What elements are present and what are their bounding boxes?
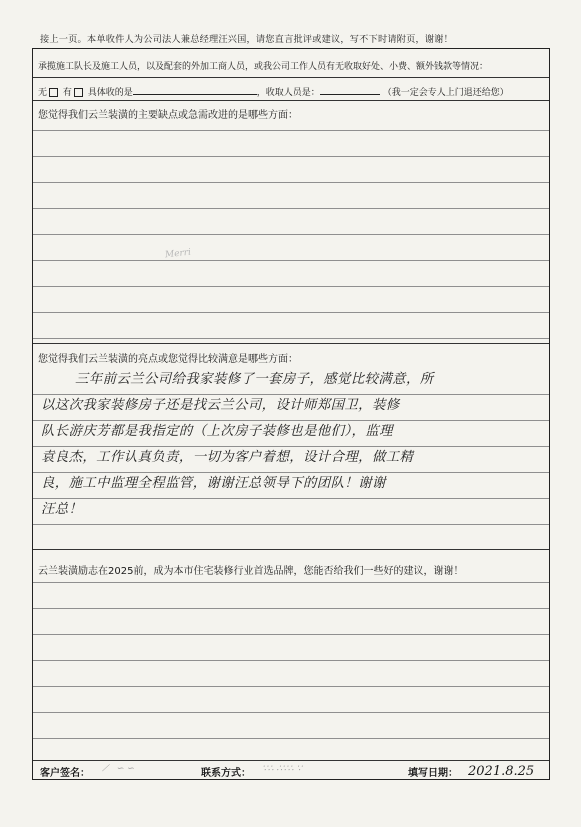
ruled-line xyxy=(33,582,549,583)
divider xyxy=(33,549,549,550)
highlights-answer xyxy=(41,367,547,523)
ruled-line xyxy=(33,156,549,157)
ruled-line xyxy=(33,660,549,661)
ruled-line xyxy=(33,712,549,713)
ruled-line xyxy=(33,182,549,183)
ruled-line xyxy=(33,208,549,209)
ruled-line xyxy=(33,608,549,609)
kickback-question: 承揽施工队长及施工人员，以及配套的外加工商人员，或我公司工作人员有无收取好处、小费、额外钱款等情况： xyxy=(38,62,489,72)
answer-line: 队长游庆芳都是我指定的（上次房子装修也是他们），监理 xyxy=(41,424,393,439)
option-yes-checkbox[interactable] xyxy=(74,88,83,97)
refund-note: （我一定会专人上门退还给您） xyxy=(382,88,509,98)
form-frame xyxy=(32,48,550,780)
option-none-label: 无 xyxy=(38,88,48,98)
suggestions-question: 云兰装潢励志在2025前，成为本市住宅装修行业首选品牌，您能否给我们一些好的建议，谢谢！ xyxy=(38,566,464,577)
divider xyxy=(33,100,549,101)
signature-field[interactable]: ⟋ ∽ ∽ xyxy=(102,764,135,774)
ruled-line xyxy=(33,260,549,261)
answer-line: 良，施工中监理全程监管，谢谢汪总领导下的团队！谢谢 xyxy=(41,476,386,491)
receiver-label: ，收取人员是： xyxy=(256,88,320,98)
top-note: 接上一页。本单收件人为公司法人兼总经理汪兴国，请您直言批评或建议，写不下时请附页，谢谢！ xyxy=(40,34,454,45)
ruled-line xyxy=(33,686,549,687)
divider xyxy=(33,77,549,78)
receiver-field[interactable] xyxy=(320,85,380,95)
ruled-line xyxy=(33,524,549,525)
answer-line: 以这次我家装修房子还是找云兰公司，设计师郑国卫，装修 xyxy=(41,398,400,413)
footer-row xyxy=(40,764,545,778)
highlights-question: 您觉得我们云兰装潢的亮点或您觉得比较满意是哪些方面： xyxy=(38,354,298,365)
answer-line: 汪总！ xyxy=(41,502,83,517)
contact-field[interactable]: ∵∴ ∴∵∴ ∵ xyxy=(262,764,303,774)
ruled-line xyxy=(33,130,549,131)
answer-line: 三年前云兰公司给我家装修了一套房子，感觉比较满意，所 xyxy=(75,372,434,387)
date-value[interactable]: 2021.8.25 xyxy=(468,764,535,779)
recipient-label: 具体收的是 xyxy=(87,88,133,98)
divider xyxy=(33,343,549,344)
answer-line: 袁良杰，工作认真负责，一切为客户着想，设计合理，做工精 xyxy=(41,450,414,465)
ruled-line xyxy=(33,234,549,235)
ruled-line xyxy=(33,738,549,739)
recipient-field[interactable] xyxy=(133,85,257,95)
ruled-line xyxy=(33,286,549,287)
ruled-line xyxy=(33,634,549,635)
option-yes-label: 有 xyxy=(62,88,72,98)
faint-mark: Merri xyxy=(164,247,192,261)
ruled-line xyxy=(33,338,549,339)
shortcomings-question: 您觉得我们云兰装潢的主要缺点或急需改进的是哪些方面： xyxy=(38,110,298,121)
ruled-line xyxy=(33,312,549,313)
signature-label: 客户签名： xyxy=(40,768,90,779)
divider xyxy=(33,760,549,761)
contact-label: 联系方式： xyxy=(201,768,251,779)
date-label: 填写日期： xyxy=(408,768,458,779)
kickback-answer-row xyxy=(38,85,509,98)
option-none-checkbox[interactable] xyxy=(49,88,58,97)
